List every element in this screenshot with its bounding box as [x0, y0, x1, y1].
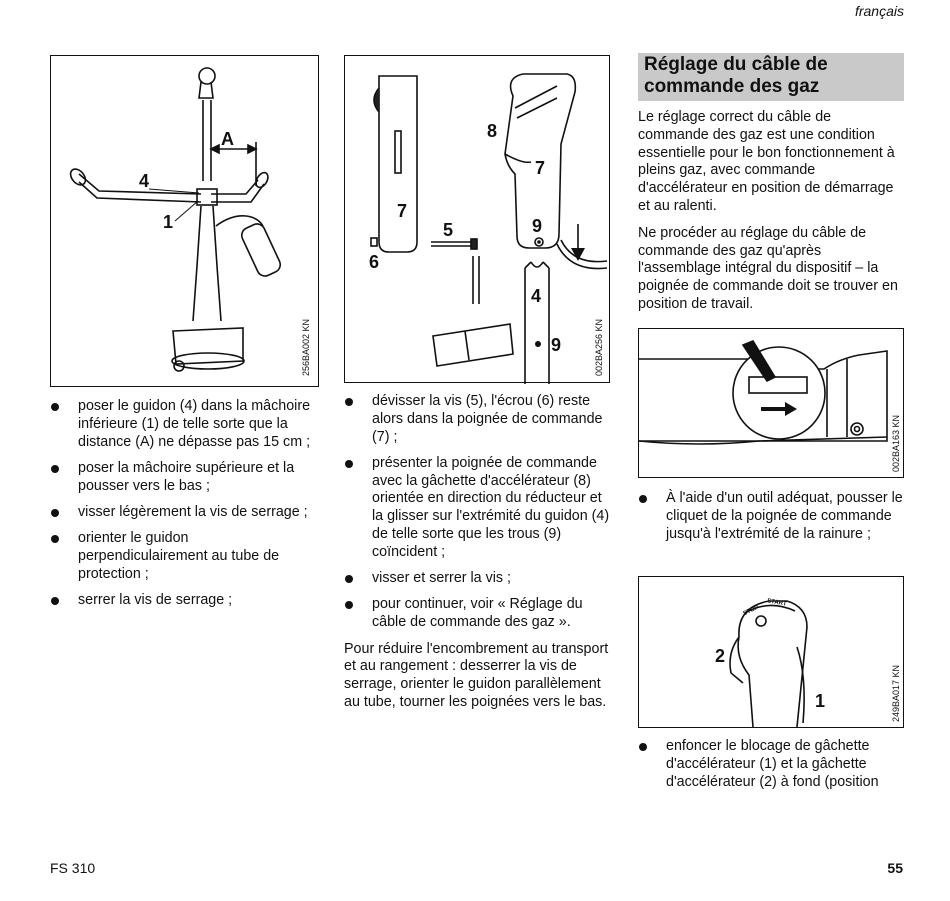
bullet-item: visser et serrer la vis ;	[344, 570, 612, 588]
label-1: 1	[163, 212, 174, 232]
pawl-illustration	[639, 329, 905, 479]
figure-code: 249BA017 KN	[891, 664, 901, 722]
label-7: 7	[397, 201, 408, 221]
column3-step1	[638, 490, 904, 552]
bullet-item: poser le guidon (4) dans la mâchoire inférieure (1) de telle sorte que la distance (A) ne dépasse pas 15 cm ;	[50, 398, 320, 451]
control-handle-illustration	[345, 56, 611, 384]
label-9: 9	[532, 216, 543, 236]
label-2: 2	[715, 646, 726, 666]
bullet-item: pour continuer, voir « Réglage du câble de commande des gaz ».	[344, 596, 612, 632]
label-9: 9	[551, 335, 562, 355]
bullet-item: À l'aide d'un outil adéquat, pousser le cliquet de la poignée de commande jusqu'à l'extrémité de la rainure ;	[638, 490, 904, 543]
figure-code: 002BA163 KN	[891, 414, 901, 472]
figure-pawl-adjustment	[638, 328, 904, 478]
column1-instructions	[50, 398, 320, 618]
figure-code: 256BA002 KN	[301, 318, 311, 376]
label-4: 4	[531, 286, 542, 306]
label-4: 4	[139, 171, 150, 191]
start-marking: START	[766, 598, 787, 608]
bullet-item: enfoncer le blocage de gâchette d'accélérateur (1) et la gâchette d'accélérateur (2) à fond (position	[638, 738, 904, 791]
page-number: 55	[887, 860, 903, 876]
label-7: 7	[535, 158, 546, 178]
language-label: français	[854, 3, 904, 19]
bullet-item: poser la mâchoire supérieure et la pousser vers le bas ;	[50, 460, 320, 496]
figure-control-handle-assembly	[344, 55, 610, 383]
label-leaders	[51, 56, 320, 388]
label-A: A	[221, 129, 234, 149]
section-heading: Réglage du câble de commande des gaz	[638, 53, 904, 101]
bullet-item: orienter le guidon perpendiculairement au tube de protection ;	[50, 530, 320, 583]
bullet-item: visser légèrement la vis de serrage ;	[50, 504, 320, 522]
column3-step2	[638, 738, 904, 800]
transport-paragraph: Pour réduire l'encombrement au transport et au rangement : desserrer la vis de serrage, orienter le guidon parallèlement au tube, tourner les poignées vers le bas.	[344, 640, 609, 710]
intro-paragraph: Ne procéder au réglage du câble de commande des gaz qu'après l'assemblage intégral du dispositif – la poignée de commande doit se trouver en position de travail.	[638, 224, 898, 312]
bullet-item: présenter la poignée de commande avec la gâchette d'accélérateur (8) orientée en direction du réducteur et la glisser sur l'extrémité du guidon (4) de telle sorte que les trous (9) coïncident ;	[344, 455, 612, 562]
column3-intro	[638, 109, 904, 323]
label-1: 1	[815, 691, 826, 711]
intro-paragraph: Le réglage correct du câble de commande des gaz est une condition essentielle pour le bon fonctionnement à pleins gaz, avec commande d'accélérateur en position de démarrage et au ralenti.	[638, 109, 895, 214]
label-5: 5	[443, 220, 454, 240]
stop-marking: STOP	[742, 604, 760, 618]
bullet-item: serrer la vis de serrage ;	[50, 592, 320, 610]
label-6: 6	[369, 252, 380, 272]
label-8: 8	[487, 121, 498, 141]
figure-code: 002BA256 KN	[594, 318, 604, 376]
column2-instructions	[344, 393, 612, 721]
model-label: FS 310	[50, 860, 96, 876]
figure-throttle-trigger	[638, 576, 904, 728]
figure-handlebar-mounting	[50, 55, 319, 387]
bullet-item: dévisser la vis (5), l'écrou (6) reste alors dans la poignée de commande (7) ;	[344, 393, 612, 446]
